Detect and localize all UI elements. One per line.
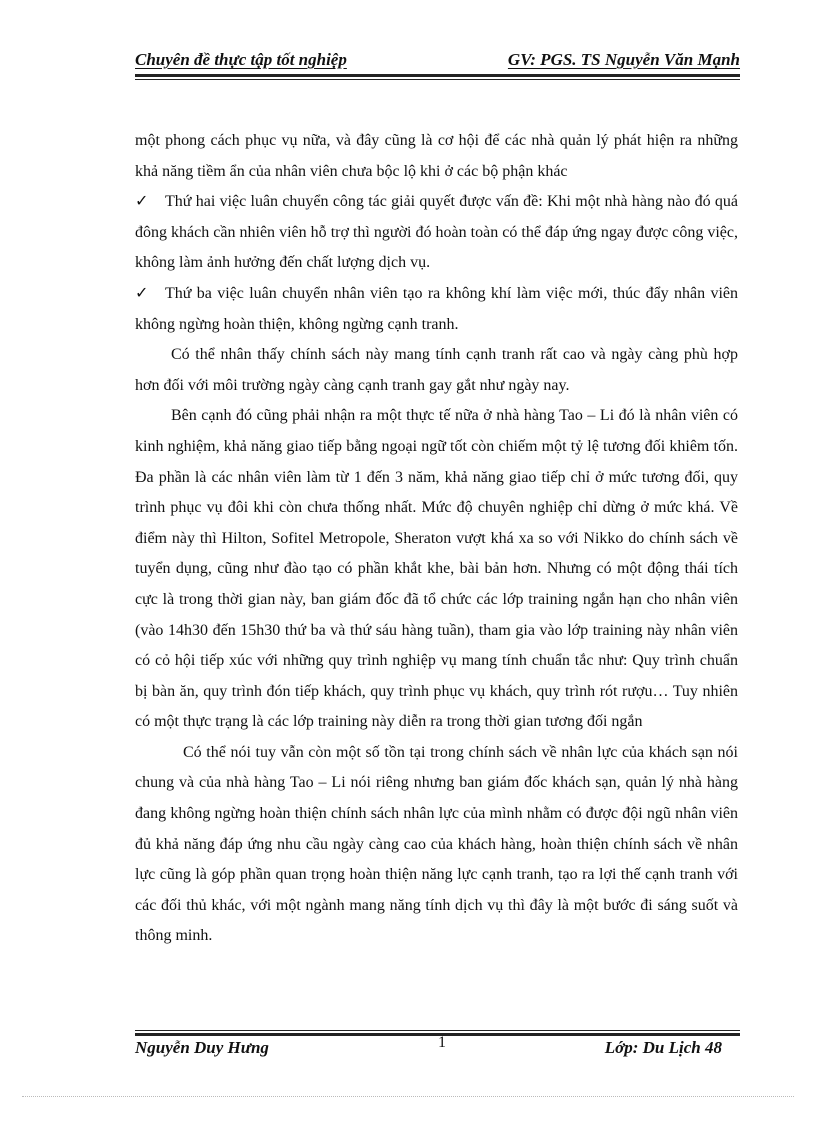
document-body [135, 126, 738, 952]
bullet-item-second [135, 187, 738, 279]
header-advisor: GV: PGS. TS Nguyễn Văn Mạnh [507, 50, 740, 69]
paragraph-continuation: một phong cách phục vụ nữa, và đây cũng là cơ hội để các nhà quản lý phát hiện ra những khả năng tiềm ẩn của nhân viên chưa bộc lộ khi ở các bộ phận khác [135, 132, 738, 180]
header-rule [135, 74, 740, 80]
bullet-text-second: Thứ hai việc luân chuyển công tác giải quyết được vấn đề: Khi một nhà hàng nào đó quá đông khách cần nhiên viên hỗ trợ thì người đó hoàn toàn có thể đáp ứng ngay được công việc, không làm ảnh hưởng đến chất lượng dịch vụ. [135, 193, 738, 272]
page-header [135, 48, 740, 74]
footer-author: Nguyễn Duy Hưng [135, 1038, 269, 1057]
bullet-item-third [135, 279, 738, 340]
bullet-text-third: Thứ ba việc luân chuyển nhân viên tạo ra không khí làm việc mới, thúc đẩy nhân viên không ngừng hoàn thiện, không ngừng cạnh tranh. [135, 284, 738, 333]
paragraph-competitive-policy: Có thể nhân thấy chính sách này mang tính cạnh tranh rất cao và ngày càng phù hợp hơn đối với môi trường ngày càng cạnh tranh gay gắt như ngày nay. [135, 346, 738, 394]
page-footer [135, 1034, 740, 1062]
checkmark-icon: ✓ [135, 284, 149, 302]
footer-class: Lớp: Du Lịch 48 [604, 1038, 722, 1057]
page-number: 1 [438, 1034, 446, 1051]
page-bottom-divider [22, 1096, 794, 1097]
paragraph-conclusion: Có thể nói tuy vẫn còn một số tồn tại trong chính sách về nhân lực của khách sạn nói chung và của nhà hàng Tao – Li nói riêng nhưng ban giám đốc khách sạn, quản lý nhà hàng đang không ngừng hoàn thiện chính sách nhân lực của mình nhằm có được đội ngũ nhân viên đủ khả năng đáp ứng nhu cầu ngày càng cao của khách hàng, hoàn thiện chính sách về nhân lực cũng là góp phần quan trọng hoàn thiện năng lực cạnh tranh, tạo ra lợi thế cạnh tranh với các đối thủ khác, với một ngành mang năng tính dịch vụ thì đây là một bước đi sáng suốt và thông minh. [135, 743, 738, 945]
checkmark-icon: ✓ [135, 193, 149, 211]
header-document-title: Chuyên đề thực tập tốt nghiệp [135, 50, 347, 69]
paragraph-staff-experience: Bên cạnh đó cũng phải nhận ra một thực tế nữa ở nhà hàng Tao – Li đó là nhân viên có kinh nghiệm, khả năng giao tiếp bằng ngoại ngữ tốt còn chiếm một tỷ lệ tương đối khiêm tốn. Đa phần là các nhân viên làm từ 1 đến 3 năm, khả năng giao tiếp chỉ ở mức tương đối, quy trình phục vụ đôi khi còn chưa thống nhất. Mức độ chuyên nghiệp chỉ dừng ở mức khá. Về điểm này thì Hilton, Sofitel Metropole, Sheraton vượt khá xa so với Nikko do chính sách về tuyển dụng, cũng như đào tạo có phần khắt khe, bài bản hơn. Nhưng có một động thái tích cực là trong thời gian này, ban giám đốc đã tổ chức các lớp training ngắn hạn cho nhân viên (vào 14h30 đến 15h30 thứ ba và thứ sáu hàng tuần), tham gia vào lớp training này nhân viên có cỏ hội tiếp xúc với những quy trình nghiệp vụ mang tính chuẩn tắc như: Quy trình chuẩn bị bàn ăn, quy trình đón tiếp khách, quy trình phục vụ khách, quy trình rót rượu… Tuy nhiên có một thực trạng là các lớp training này diễn ra trong thời gian tương đối ngắn [135, 407, 738, 731]
